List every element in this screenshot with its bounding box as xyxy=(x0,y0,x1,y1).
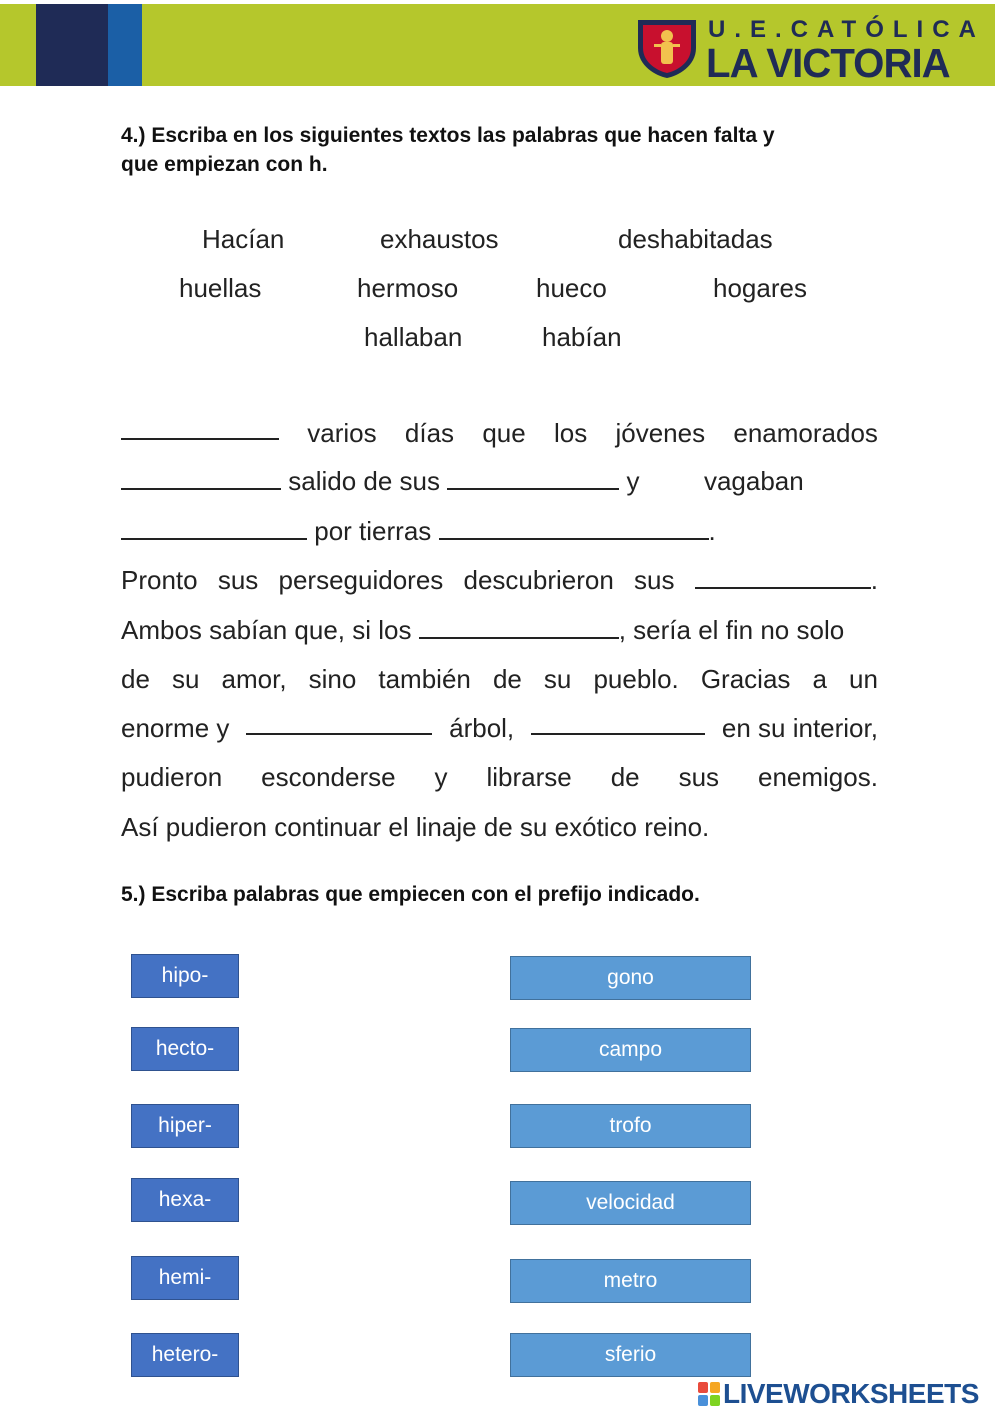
section4-heading-line1: 4.) Escriba en los siguientes textos las palabras que hacen falta y xyxy=(121,124,775,147)
text-word: varios xyxy=(307,418,377,448)
liveworksheets-brand: LIVEWORKSHEETS xyxy=(723,1378,979,1409)
prefix-box[interactable]: hemi- xyxy=(131,1256,239,1300)
prefix-box[interactable]: hecto- xyxy=(131,1027,239,1071)
text-line-6 xyxy=(121,662,878,696)
text-word: y xyxy=(434,762,448,792)
word-bank-item: Hacían xyxy=(202,224,285,254)
text-word: un xyxy=(849,664,878,694)
text-fragment: árbol, xyxy=(449,713,515,743)
text-line-2 xyxy=(121,464,878,498)
text-word: sus xyxy=(678,762,720,792)
liveworksheets-logo xyxy=(698,1376,979,1412)
text-fragment: . xyxy=(708,516,716,546)
text-word: perseguidores xyxy=(278,565,444,595)
text-word: que xyxy=(482,418,526,448)
word-bank-item: habían xyxy=(542,322,622,352)
blank-field[interactable] xyxy=(246,711,432,735)
text-word: pueblo. xyxy=(593,664,679,694)
suffix-box[interactable]: campo xyxy=(510,1028,751,1072)
suffix-box[interactable]: gono xyxy=(510,956,751,1000)
text-word: sus xyxy=(634,565,675,595)
prefix-box[interactable]: hiper- xyxy=(131,1104,239,1148)
blank-field[interactable] xyxy=(419,615,619,639)
blank-field[interactable] xyxy=(447,466,619,490)
suffix-box[interactable]: sferio xyxy=(510,1333,751,1377)
word-bank-item: hueco xyxy=(536,273,607,303)
text-word: sus xyxy=(217,565,259,595)
blank-field[interactable] xyxy=(439,516,709,540)
school-shield-icon xyxy=(634,14,700,80)
text-word: librarse xyxy=(486,762,572,792)
word-bank-item: deshabitadas xyxy=(618,224,773,254)
text-fragment: Ambos sabían que, si los xyxy=(121,615,412,645)
text-line-5 xyxy=(121,613,878,647)
word-bank-item: exhaustos xyxy=(380,224,499,254)
word-bank-item: huellas xyxy=(179,273,262,303)
suffix-box[interactable]: trofo xyxy=(510,1104,751,1148)
text-word: Pronto xyxy=(121,565,198,595)
blank-field[interactable] xyxy=(121,416,279,440)
text-line-4 xyxy=(121,563,878,597)
text-fragment: y xyxy=(626,466,640,496)
blank-field[interactable] xyxy=(695,565,871,589)
text-fragment: , sería el fin no solo xyxy=(618,615,845,645)
text-fragment: enorme y xyxy=(121,713,230,743)
text-word: pudieron xyxy=(121,762,223,792)
suffix-box[interactable]: metro xyxy=(510,1259,751,1303)
prefix-box[interactable]: hipo- xyxy=(131,954,239,998)
blank-field[interactable] xyxy=(121,466,281,490)
text-word: Gracias xyxy=(700,664,791,694)
banner-navy-stripe xyxy=(36,4,108,86)
text-word: también xyxy=(378,664,471,694)
text-line-1 xyxy=(121,416,878,450)
text-word: de xyxy=(492,664,522,694)
text-line-8 xyxy=(121,760,878,794)
word-bank-item: hogares xyxy=(713,273,807,303)
text-word: su xyxy=(543,664,572,694)
section4-heading-line2: que empiezan con h. xyxy=(121,153,328,176)
text-word: días xyxy=(404,418,455,448)
blank-field[interactable] xyxy=(121,516,307,540)
text-fragment: en su interior, xyxy=(721,713,878,743)
text-word: descubrieron xyxy=(463,565,614,595)
banner-blue-stripe xyxy=(108,4,142,86)
text-word: enamorados xyxy=(733,418,878,448)
prefix-box[interactable]: hexa- xyxy=(131,1178,239,1222)
school-name-main: LA VICTORIA xyxy=(706,40,950,86)
text-line-3 xyxy=(121,514,878,548)
header-banner xyxy=(0,4,995,86)
text-word: amor, xyxy=(221,664,287,694)
text-fragment: por tierras xyxy=(314,516,432,546)
text-fragment: vagaban xyxy=(703,466,804,496)
section5-heading: 5.) Escriba palabras que empiecen con el prefijo indicado. xyxy=(121,883,700,906)
text-fragment: . xyxy=(870,565,878,595)
section4-heading xyxy=(121,121,775,179)
text-word: sino xyxy=(308,664,357,694)
word-bank-item: hallaban xyxy=(364,322,463,352)
text-word: de xyxy=(121,664,150,694)
text-word: los xyxy=(553,418,588,448)
blank-field[interactable] xyxy=(531,711,705,735)
prefix-box[interactable]: hetero- xyxy=(131,1333,239,1377)
text-line-9: Así pudieron continuar el linaje de su exótico reino. xyxy=(121,812,710,842)
word-bank-item: hermoso xyxy=(357,273,459,303)
text-word: de xyxy=(610,762,640,792)
text-word: esconderse xyxy=(261,762,396,792)
text-line-7 xyxy=(121,711,878,745)
school-name-top: U.E.CATÓLICA xyxy=(708,16,985,43)
text-fragment: salido de sus xyxy=(288,466,440,496)
text-word: jóvenes xyxy=(615,418,706,448)
suffix-box[interactable]: velocidad xyxy=(510,1181,751,1225)
text-word: su xyxy=(171,664,200,694)
text-word: enemigos. xyxy=(757,762,878,792)
text-word: a xyxy=(812,664,827,694)
liveworksheets-icon xyxy=(698,1382,720,1406)
